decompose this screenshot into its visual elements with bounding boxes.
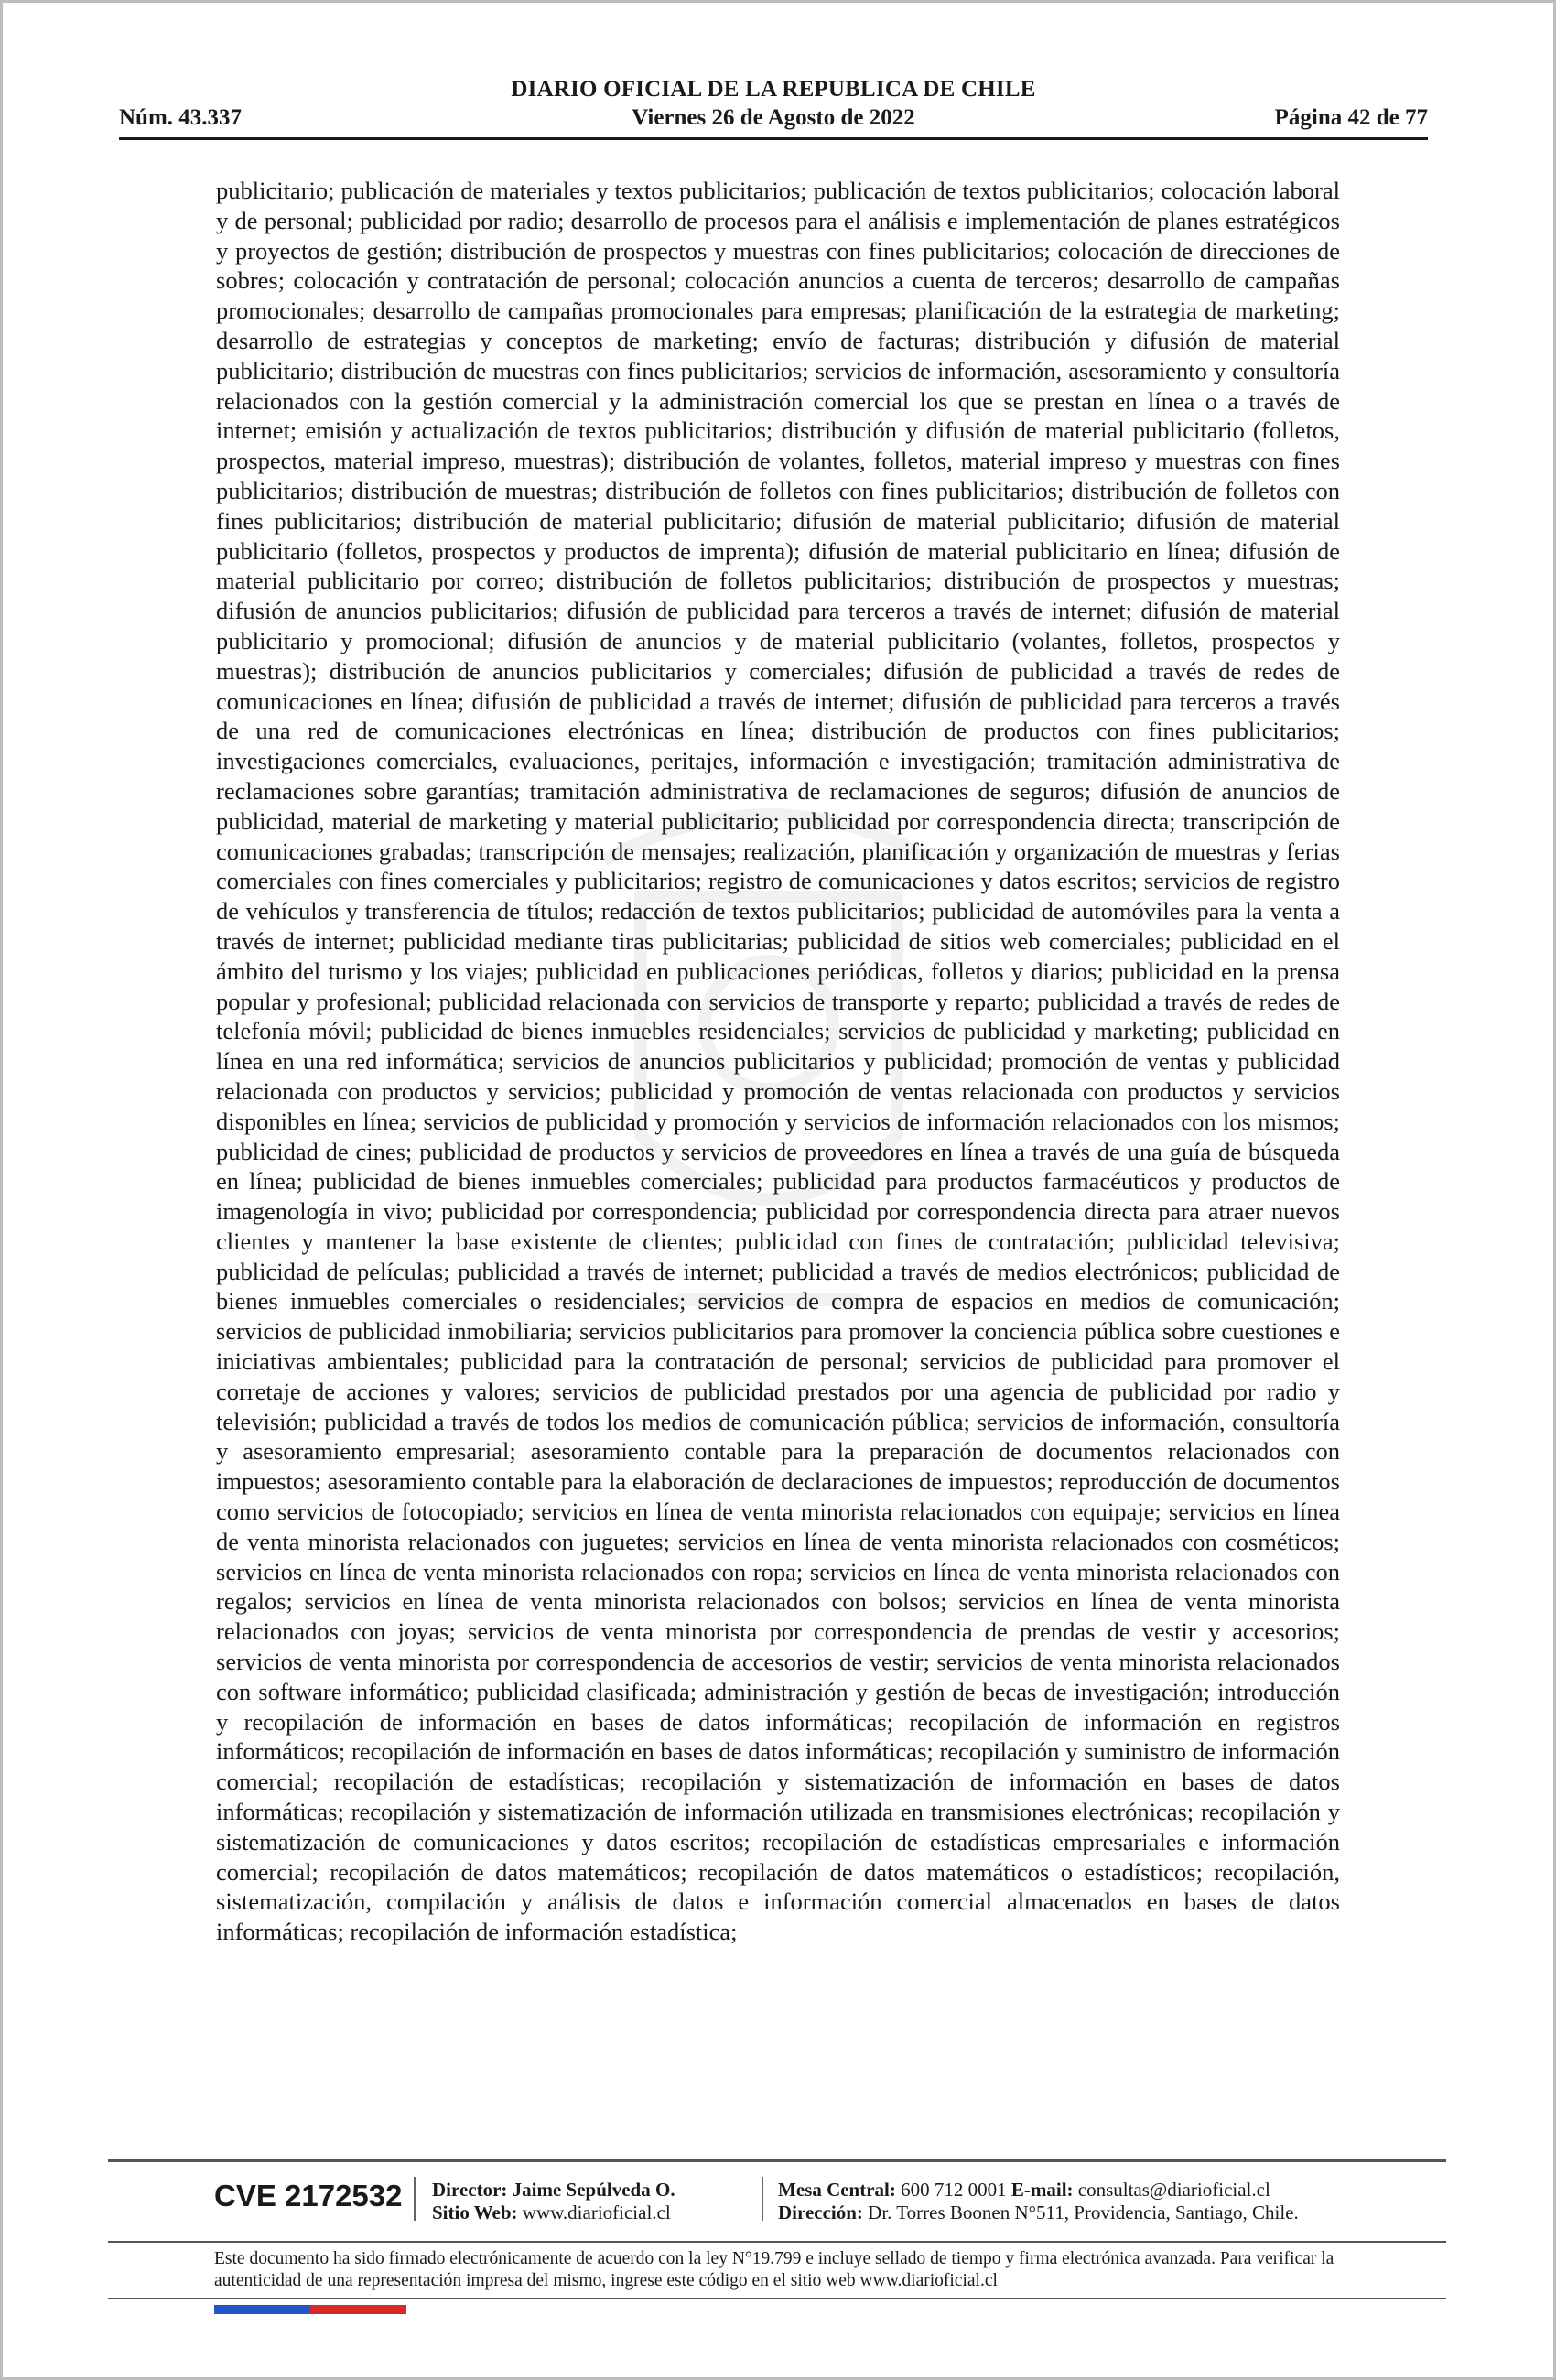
website-link[interactable]: www.diarioficial.cl (522, 2202, 671, 2223)
director-label: Director: (432, 2179, 508, 2201)
address-label: Dirección: (778, 2202, 863, 2223)
website-label: Sitio Web: (432, 2202, 518, 2223)
footer-divider-1 (414, 2177, 416, 2221)
flag-red-segment (310, 2305, 406, 2314)
footer-bottom-divider (108, 2298, 1446, 2299)
page-number: Página 42 de 77 (1274, 105, 1428, 130)
issue-date: Viernes 26 de Agosto de 2022 (632, 105, 915, 130)
email-label: E-mail: (1010, 2179, 1074, 2201)
flag-stripe (214, 2305, 406, 2314)
cve-code: CVE 2172532 (214, 2179, 403, 2212)
signature-note: Este documento ha sido firmado electrónicamente de acuerdo con la ley N°19.799 e incluye sellado de tiempo y firma electrónica avanzada. Para verificar la autenticidad de una representación impresa del mismo, ingrese este código en el sitio web www.diarioficial.cl (214, 2249, 1334, 2290)
footer-divider-2 (762, 2177, 763, 2221)
footer-middle-divider (108, 2241, 1446, 2243)
footer-contact-block (778, 2179, 1299, 2224)
issue-number: Núm. 43.337 (119, 105, 243, 130)
page-header (119, 73, 1428, 146)
footer-director-block (432, 2179, 675, 2224)
header-row (119, 105, 1428, 135)
phone-label: Mesa Central: (778, 2179, 896, 2201)
page-footer (214, 2173, 1349, 2237)
flag-blue-segment (214, 2305, 310, 2314)
director-name: Jaime Sepúlveda O. (512, 2179, 675, 2201)
address-text: Dr. Torres Boonen N°511, Providencia, Santiago, Chile. (868, 2202, 1299, 2223)
document-body-text: publicitario; publicación de materiales y textos publicitarios; publicación de textos publicitarios; colocación laboral y de personal; publicidad por radio; desarrollo de procesos para el análisis e implementación de planes estratégicos y proyectos de gestión; distribución de prospectos y muestras con fines publicitarios; colocación de direcciones de sobres; colocación y contratación de personal; colocación anuncios a cuenta de terceros; desarrollo de campañas promocionales; desarrollo de campañas promocionales para empresas; planificación de la estrategia de marketing; desarrollo de estrategias y conceptos de marketing; envío de facturas; distribución y difusión de material publicitario; distribución de muestras con fines publicitarios; servicios de información, asesoramiento y consultoría relacionados con la gestión comercial y la administración comercial los que se prestan en línea o a través de internet; emisión y actualización de textos publicitarios; distribución y difusión de material publicitario (folletos, prospectos, material impreso, muestras); distribución de volantes, folletos, material impreso y muestras con fines publicitarios; distribución de muestras; distribución de folletos con fines publicitarios; distribución de folletos con fines publicitarios; distribución de material publicitario; difusión de material publicitario; difusión de material publicitario (folletos, prospectos y productos de imprenta); difusión de material publicitario en línea; difusión de material publicitario por correo; distribución de folletos publicitarios; distribución de prospectos y muestras; difusión de anuncios publicitarios; difusión de publicidad para terceros a través de internet; difusión de material publicitario y promocional; difusión de anuncios y de material publicitario (volantes, folletos, prospectos y muestras); distribución de anuncios publicitarios y comerciales; difusión de publicidad a través de redes de comunicaciones en línea; difusión de publicidad a través de internet; difusión de publicidad para terceros a través de una red de comunicaciones electrónicas en línea; distribución de productos con fines publicitarios; investigaciones comerciales, evaluaciones, peritajes, información e investigación; tramitación administrativa de reclamaciones sobre garantías; tramitación administrativa de reclamaciones de seguros; difusión de anuncios de publicidad, material de marketing y material publicitario; publicidad por correspondencia directa; transcripción de comunicaciones grabadas; transcripción de mensajes; realización, planificación y organización de muestras y ferias comerciales con fines comerciales y publicitarios; registro de comunicaciones y datos escritos; servicios de registro de vehículos y transferencia de títulos; redacción de textos publicitarios; publicidad de automóviles para la venta a través de internet; publicidad mediante tiras publicitarias; publicidad de sitios web comerciales; publicidad en el ámbito del turismo y los viajes; publicidad en publicaciones periódicas, folletos y diarios; publicidad en la prensa popular y profesional; publicidad relacionada con servicios de transporte y reparto; publicidad a través de redes de telefonía móvil; publicidad de bienes inmuebles residenciales; servicios de publicidad y marketing; publicidad en línea en una red informática; servicios de anuncios publicitarios y publicidad; promoción de ventas y publicidad relacionada con productos y servicios; publicidad y promoción de ventas relacionada con productos y servicios disponibles en línea; servicios de publicidad y promoción y servicios de información relacionados con los mismos; publicidad de cines; publicidad de productos y servicios de proveedores en línea a través de una guía de búsqueda en línea; publicidad de bienes inmuebles comerciales; publicidad para productos farmacéuticos y productos de imagenología in vivo; publicidad por correspondencia; publicidad por correspondencia directa para atraer nuevos clientes y mantener la base existente de clientes; publicidad con fines de contratación; publicidad televisiva; publicidad de películas; publicidad a través de internet; publicidad a través de medios electrónicos; publicidad de bienes inmuebles comerciales o residenciales; servicios de compra de espacios en medios de comunicación; servicios de publicidad inmobiliaria; servicios publicitarios para promover la conciencia pública sobre cuestiones e iniciativas ambientales; publicidad para la contratación de personal; servicios de publicidad para promover el corretaje de acciones y valores; servicios de publicidad prestados por una agencia de publicidad por radio y televisión; publicidad a través de todos los medios de comunicación pública; servicios de información, consultoría y asesoramiento empresarial; asesoramiento contable para la preparación de documentos relacionados con impuestos; asesoramiento contable para la elaboración de declaraciones de impuestos; reproducción de documentos como servicios de fotocopiado; servicios en línea de venta minorista relacionados con equipaje; servicios en línea de venta minorista relacionados con juguetes; servicios en línea de venta minorista relacionados con cosméticos; servicios en línea de venta minorista relacionados con ropa; servicios en línea de venta minorista relacionados con regalos; servicios en línea de venta minorista relacionados con bolsos; servicios en línea de venta minorista relacionados con joyas; servicios de venta minorista por correspondencia de prendas de vestir y accesorios; servicios de venta minorista por correspondencia de accesorios de vestir; servicios de venta minorista relacionados con software informático; publicidad clasificada; administración y gestión de becas de investigación; introducción y recopilación de información en bases de datos informáticas; recopilación de información en registros informáticos; recopilación de información en bases de datos informáticas; recopilación y suministro de información comercial; recopilación de estadísticas; recopilación y sistematización de información en bases de datos informáticas; recopilación y sistematización de información utilizada en transmisiones electrónicas; recopilación y sistematización de comunicaciones y datos escritos; recopilación de estadísticas empresariales e información comercial; recopilación de datos matemáticos; recopilación de datos matemáticos o estadísticos; recopilación, sistematización, compilación y análisis de datos e información comercial almacenados en bases de datos informáticas; recopilación de información estadística; (216, 177, 1340, 1946)
email-link[interactable]: consultas@diarioficial.cl (1077, 2179, 1270, 2201)
phone-number: 600 712 0001 (901, 2179, 1007, 2201)
newspaper-title: DIARIO OFICIAL DE LA REPUBLICA DE CHILE (511, 77, 1036, 102)
footer-top-divider (108, 2159, 1446, 2162)
header-divider (119, 137, 1428, 140)
